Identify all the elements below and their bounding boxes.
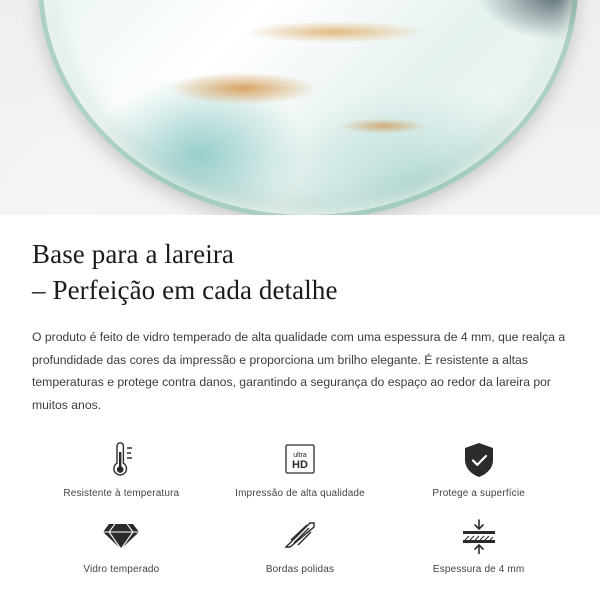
headline-line-2: – Perfeição em cada detalhe [32, 274, 338, 305]
feature-item-tempered-glass [32, 515, 211, 575]
feature-label: Vidro temperado [83, 563, 160, 575]
feature-label: Protege a superfície [432, 487, 525, 499]
headline-line-1: Base para a lareira [32, 239, 235, 269]
feature-label: Bordas polidas [265, 563, 335, 575]
ultra-hd-icon [280, 439, 320, 481]
feature-item-polished-edges [211, 515, 390, 575]
svg-text:ultra: ultra [293, 451, 307, 459]
feature-item-surface-protection [389, 439, 568, 499]
svg-text:HD: HD [292, 458, 308, 471]
page-title [32, 237, 568, 308]
feature-label: Resistente à temperatura [63, 487, 180, 499]
content-area [0, 237, 600, 575]
thickness-arrows-icon [457, 515, 501, 557]
feature-item-print-quality [211, 439, 390, 499]
thermometer-icon [104, 439, 138, 481]
polished-edges-icon [280, 515, 320, 557]
shield-check-icon [461, 439, 497, 481]
feature-item-temperature [32, 439, 211, 499]
hero-image [0, 0, 600, 215]
feature-grid [32, 439, 568, 575]
feature-label: Impressão de alta qualidade [235, 487, 365, 499]
body-paragraph: O produto é feito de vidro temperado de alta qualidade com uma espessura de 4 mm, que realça a profundidade das cores da impressão e proporciona um brilho elegante. É resistente a altas temperaturas e protege contra danos, garantindo a segurança do espaço ao redor da lareira por muitos anos. [32, 330, 566, 412]
feature-item-thickness [389, 515, 568, 575]
feature-label: Espessura de 4 mm [432, 563, 525, 575]
glass-plate-image [38, 0, 578, 215]
diamond-icon [101, 515, 141, 557]
